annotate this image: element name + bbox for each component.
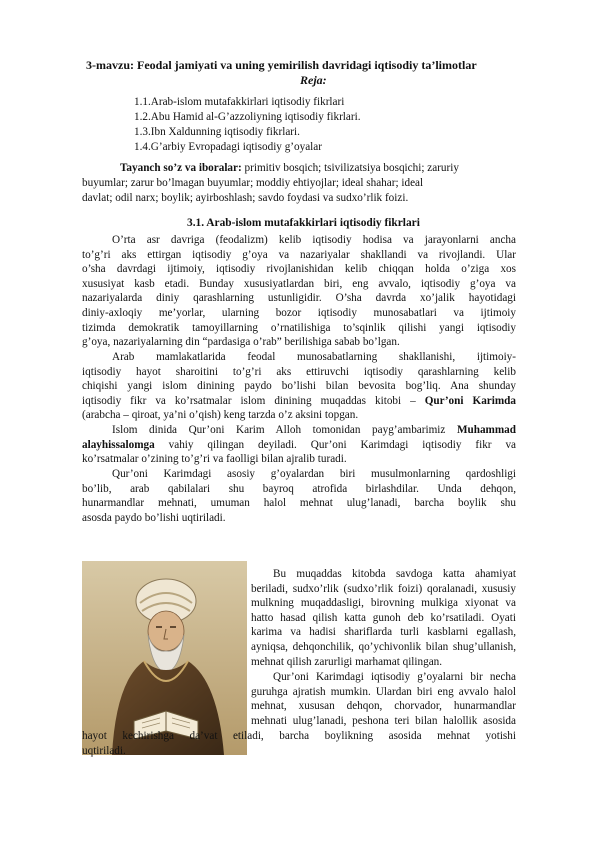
plan-heading: Reja: (300, 73, 327, 87)
text-line: chiqishi yangi islom dinining paydo bo’lishi bilan bevosita bog’liq. Ana shunday (82, 380, 516, 393)
text-line: Islom dinida Qur’oni Karim Alloh tomonidan payg’ambarimiz Muhammad (112, 424, 516, 436)
keywords-line: buyumlar; zarur bo’lmagan buyumlar; moddiy ehtiyojlar; ideal shahar; ideal (82, 177, 424, 189)
keywords-line: Tayanch so’z va iboralar: primitiv bosqich; tsivilizatsiya bosqichi; zaruriy (120, 162, 459, 174)
keywords-label: Tayanch so’z va iboralar: (120, 162, 242, 174)
section-title: 3.1. Arab-islom mutafakkirlari iqtisodiy fikrlari (187, 217, 420, 229)
text-line: nazariyalarda diniy qarashlarning ustunligidir. O’sha davrda xo’jalik hayotidagi (82, 292, 516, 305)
paragraph-6 (251, 670, 516, 728)
text-line: Bu muqaddas kitobda savdoga katta ahamiyat (273, 568, 516, 580)
text-line: Arab mamlakatlarida feodal munosabatlarning shakllanishi, ijtimoiy- (112, 351, 516, 363)
text-line: Qur’oni Karimdagi iqtisodiy g’oyalarni bir necha (273, 671, 516, 683)
text-line: to’g’ri aks ettirgan iqtisodiy g’oya va nazariyalar shakllandi va rivojlandi. Ular (82, 248, 516, 261)
text-line: alayhissalomga vahiy qilingan deyiladi. Qur’oni Karimdagi iqtisodiy fikr va (82, 438, 516, 451)
text-line: ayniqsa, dehqonchilik, qo’ychivonlik bilan shug’ullanish, (251, 640, 516, 653)
text-line: mehnat qilish zarurligi marhamat qilingan. (251, 655, 443, 668)
text-line: hayot kechirishga da’vat etiladi, barcha boylikning asosida mehnat yotishi (82, 730, 516, 742)
text-line: tizimda demokratik tamoyillarning o’rnatilishiga to’sqinlik qilishi yangi iqtisodiy (82, 321, 516, 334)
bold-term: Qur’oni Karimda (424, 394, 516, 407)
text-line: mehnati ulug’lanadi, peshona teri bilan halollik asosida (251, 714, 516, 727)
paragraph-6-tail (82, 729, 516, 758)
bold-term: alayhissalomga (82, 438, 155, 451)
text-line: guruhga ajratish mumkin. Ulardan biri eng avvalo halol (251, 685, 516, 698)
paragraph-3 (82, 423, 516, 467)
plan-item: 1.4.G’arbiy Evropadagi iqtisodiy g’oyalar (134, 141, 322, 153)
text-line: diniy-axloqiy me’yorlar, ularning bozor iqtisodiy munosabatlari va ijtimoiy (82, 306, 516, 319)
plan-item: 1.2.Abu Hamid al-G’azzoliyning iqtisodiy fikrlari. (134, 111, 361, 123)
keywords-block (82, 161, 516, 206)
scholar-portrait-icon (82, 561, 247, 755)
text-line: karima va hadisi shariflarda turli kasblarni egallash, (251, 626, 516, 639)
text-line: xususiyat kasb etadi. Bunday xususiyatlardan biri, eng avvalo, iqtisodiy g’oya va (82, 277, 516, 290)
paragraph-1 (82, 233, 516, 350)
text-line: O’rta asr davriga (feodalizm) kelib iqtisodiy hodisa va jarayonlarni ancha (112, 234, 516, 246)
paragraph-4 (82, 467, 516, 525)
text-line: hunarmandlar mehnati, umuman halol mehnat ulug’lanadi, barcha boylik shu (82, 497, 516, 510)
text-line: beriladi, sudxo’rlik (sudxo’rlik foizi) qoralanadi, xususiy (251, 582, 516, 595)
keywords-line: davlat; odil narx; boylik; ayirboshlash; savdo foydasi va sudxo’rlik foizi. (82, 192, 409, 204)
text-line: g’oya, nazariyalarning din “pardasiga o’rab” berilishiga sabab bo’lgan. (82, 336, 400, 349)
plan-item: 1.3.Ibn Xaldunning iqtisodiy fikrlari. (134, 126, 300, 138)
text-line: Qur’oni Karimdagi asosiy g’oyalardan biri musulmonlarning qardoshligi (112, 468, 516, 480)
plan-item: 1.1.Arab-islom mutafakkirlari iqtisodiy fikrlari (134, 96, 345, 108)
text-line: hatto hasad qilish katta gunoh deb ko’rsatiladi. Oyati (251, 611, 516, 624)
plan-list (134, 95, 361, 155)
text-line: ko’rsatmalar o’zining to’g’ri va faolligi bilan ajralib turadi. (82, 453, 347, 466)
text-line: mulkning muqaddasligi, birovning mulkiga xiyonat va (251, 597, 516, 610)
text-line: iqtisodiy fikr va ko’rsatmalar islom dinining muqaddas kitobi – Qur’oni Karimda (82, 394, 516, 407)
text-line: o’sha davrdagi ijtimoiy, iqtisodiy rivojlanishidan kelib chiqqan holda o’ziga xos (82, 263, 516, 276)
paragraph-2 (82, 350, 516, 423)
text-line: bo’lib, arab qabilalari shu bayroq atrofida birlashdilar. Unda dehqon, (82, 482, 516, 495)
text-line: uqtiriladi. (82, 744, 126, 757)
text-line: asosda paydo bo’lishi uqtiriladi. (82, 511, 226, 524)
bold-term: Muhammad (456, 424, 516, 436)
text-line: mehnat, xususan dehqon, chorvador, hunarmandlar (251, 700, 516, 713)
text-line: (arabcha – qiroat, ya’ni o’qish) keng tarzda o’z aksini topgan. (82, 409, 359, 422)
paragraph-5 (251, 567, 516, 669)
topic-title: 3-mavzu: Feodal jamiyati va uning yemirilish davridagi iqtisodiy ta’limotlar (86, 58, 477, 72)
text-line: iqtisodiy hayot sharoitini to’g’ri aks ettiruvchi iqtisodiy qarashlarning kelib (82, 365, 516, 378)
